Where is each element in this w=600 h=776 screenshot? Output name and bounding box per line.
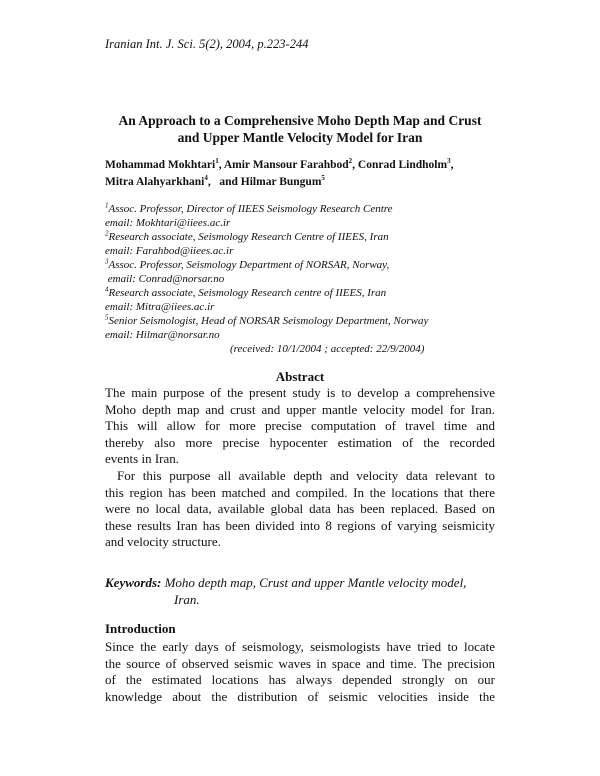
text-line: Moho depth map and crust and upper mantle velocity model for Iran. <box>105 401 495 417</box>
received-date: (received: 10/1/2004 ; accepted: 22/9/2004) <box>230 343 425 355</box>
affiliation-email: email: Conrad@norsar.no <box>105 273 225 285</box>
paper-title <box>100 112 500 146</box>
text-line: this region has been matched and compiled. In the locations that there <box>105 484 495 500</box>
affiliation-email: email: Mitra@iiees.ac.ir <box>105 301 215 313</box>
abstract-paragraph-1 <box>105 385 495 468</box>
author: Amir Mansour Farahbod <box>223 159 349 171</box>
text-line: For this purpose all available depth and velocity data relevant to <box>117 468 495 483</box>
text-line: and velocity structure. <box>105 534 221 549</box>
author-list: Mohammad Mokhtari$^1$, Amir Mansour Farahbod$^2$, Conrad Lindholm$^3$, Mitra Alahyarkhani$^4$, and Hilmar Bungum$^5$ <box>105 157 454 188</box>
text-line: events in Iran. <box>105 451 180 466</box>
author: Hilmar Bungum <box>240 176 322 188</box>
text-line: were no local data, available global data has been replaced. Based on <box>105 501 495 516</box>
introduction-heading: Introduction <box>105 621 176 636</box>
affiliation-email: email: Hilmar@norsar.no <box>105 329 220 341</box>
keywords-label: Keywords: <box>105 575 162 590</box>
journal-citation: Iranian Int. J. Sci. 5(2), 2004, p.223-244 <box>105 37 309 51</box>
text-line: The main purpose of the present study is to develop a comprehensive <box>105 385 495 400</box>
author: Mohammad Mokhtari <box>105 159 216 171</box>
introduction-paragraph <box>105 639 495 705</box>
affiliation: $^5$Senior Seismologist, Head of NORSAR Seismology Department, Norway <box>105 313 429 327</box>
abstract-heading: Abstract <box>275 369 325 384</box>
affiliation: $^3$Assoc. Professor, Seismology Department of NORSAR, Norway, <box>105 257 390 271</box>
affiliation: $^4$Research associate, Seismology Research centre of IIEES, Iran <box>105 285 387 299</box>
affiliation: $^2$Research associate, Seismology Research Centre of IIEES, Iran <box>105 229 389 243</box>
author: Conrad Lindholm <box>357 159 448 171</box>
text-line: thereby also more precise hypocenter estimation of the recorded <box>105 434 495 450</box>
title-line: An Approach to a Comprehensive Moho Depth Map and Crust <box>118 113 482 128</box>
text-line: the source of observed seismic waves in space and time. The precision <box>105 655 495 671</box>
abstract-paragraph-2 <box>105 468 495 551</box>
text-line: knowledge about the distribution of seismic velocities inside the <box>105 688 495 704</box>
affiliation: $^1$Assoc. Professor, Director of IIEES Seismology Research Centre <box>105 201 393 215</box>
text-line: Since the early days of seismology, seismologists have tried to locate <box>105 639 495 654</box>
text-line: of the estimated locations has always depended strongly on our <box>105 672 495 687</box>
affiliation-email: email: Mokhtari@iiees.ac.ir <box>105 217 231 229</box>
keywords: Keywords: Moho depth map, Crust and upper Mantle velocity model, Iran. <box>105 575 467 607</box>
text-line: This will allow for more precise computation of travel time and <box>105 418 495 433</box>
author: Mitra Alahyarkhani <box>105 176 205 188</box>
affiliation-email: email: Farahbod@iiees.ac.ir <box>105 245 234 257</box>
text-line: these results Iran has been divided into 8 regions of varying seismicity <box>105 517 495 533</box>
title-line: and Upper Mantle Velocity Model for Iran <box>177 130 423 145</box>
affiliations <box>105 202 428 356</box>
